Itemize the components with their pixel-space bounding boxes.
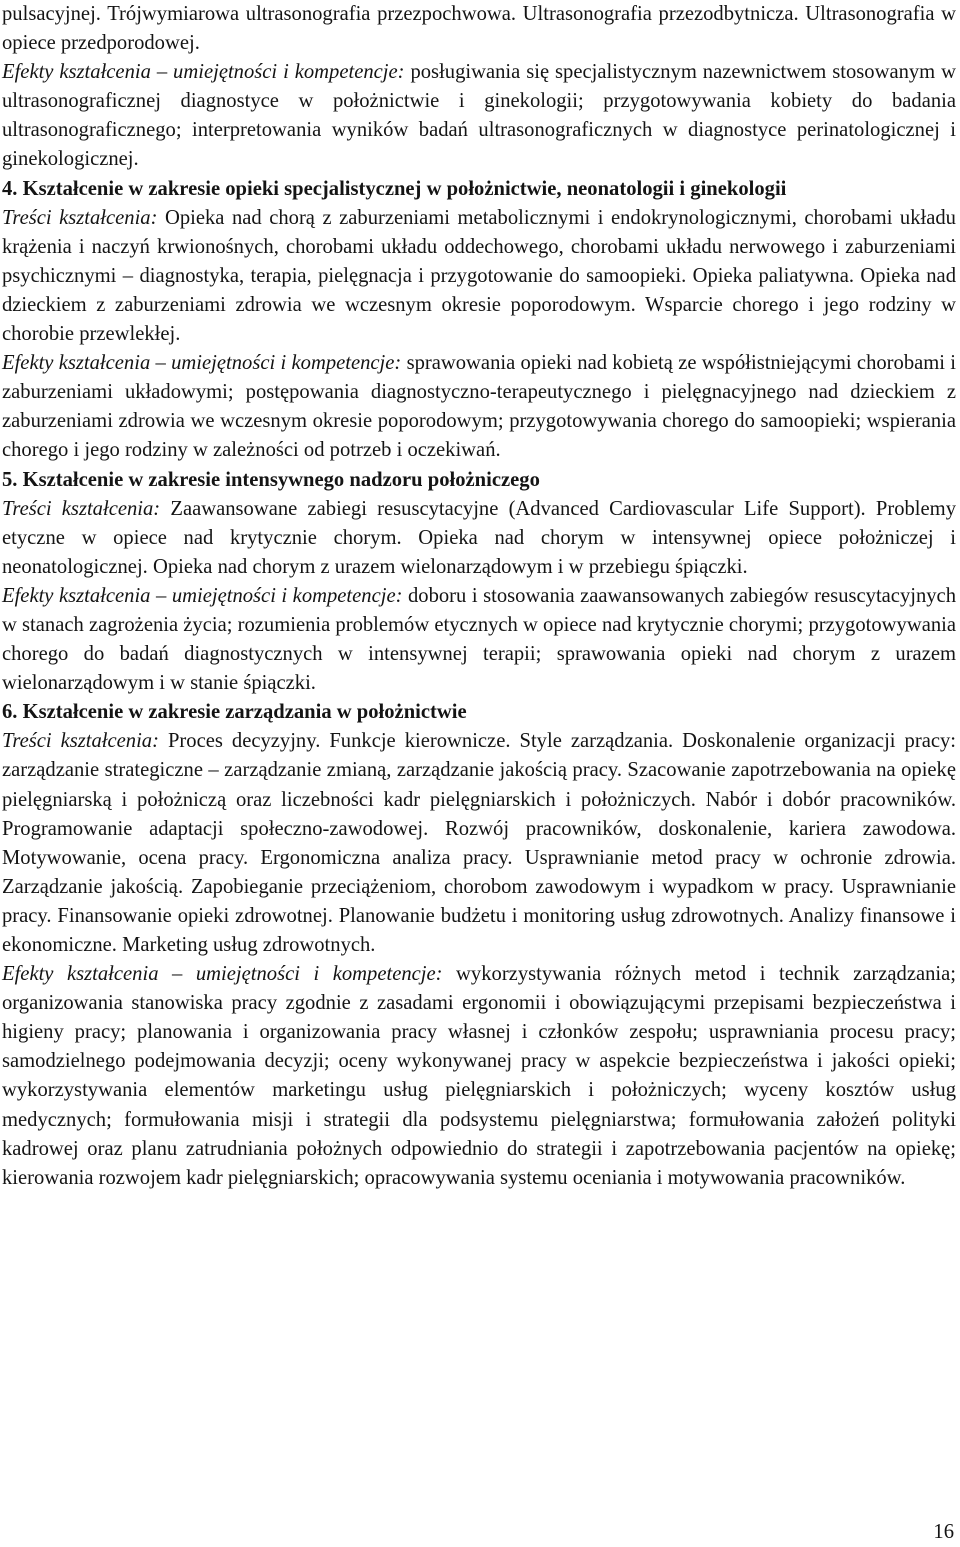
effects-text: sprawowania opieki nad kobietą ze współistniejącymi chorobami i zaburzeniami układowymi; postępowania diagnostyczno-terapeutycznego i pielęgnacyjnego nad dzieckiem z zaburzeniami zdrowia we wczesnym okresie poporodowym; przygotowywania chorego do samoopieki; wspierania chorego i jego rodziny w zależności od potrzeb i oczekiwań. [2, 352, 957, 462]
effects-text: posługiwania się specjalistycznym nazewnictwem stosowanym w ultrasonograficznej diagnostyce w położnictwie i ginekologii; przygotowywania kobiety do badania ultrasonograficznego; interpretowania wyników badań ultrasonograficznych w diagnostyce perinatologicznej i ginekologicznej. [2, 61, 957, 171]
section-5-content [2, 495, 956, 582]
content-text: Proces decyzyjny. Funkcje kierownicze. Style zarządzania. Doskonalenie organizacji pracy: zarządzanie strategiczne – zarządzanie zmianą, zarządzanie jakością pracy. Szacowanie zapotrzebowania na opiekę pielęgniarską i położniczą oraz liczebności kadr pielęgniarskich i położniczych. Nabór i dobór pracowników. Programowanie adaptacji społeczno-zawodowej. Rozwój pracowników, doskonalenie, kariera zawodowa. Motywowanie, ocena pracy. Ergonomiczna analiza pracy. Usprawnianie metod pracy w ochronie zdrowia. Zarządzanie jakością. Zapobieganie przeciążeniom, chorobom zawodowym i wypadkom w pracy. Usprawnianie pracy. Finansowanie opieki zdrowotnej. Planowanie budżetu i monitoring usług zdrowotnych. Analizy finansowe i ekonomiczne. Marketing usług zdrowotnych. [2, 730, 956, 956]
section-5-heading: 5. Kształcenie w zakresie intensywnego nadzoru położniczego [2, 468, 540, 491]
content-text: Zaawansowane zabiegi resuscytacyjne (Advanced Cardiovascular Life Support). Problemy etyczne w opiece nad krytycznie chorym. Opieka nad chorym w intensywnej opiece położniczej i neonatologicznej. Opieka nad chorym z urazem wielonarządowym i w przebiegu śpiączki. [2, 497, 956, 578]
section-4-heading: 4. Kształcenie w zakresie opieki specjalistycznej w położnictwie, neonatologii i ginekologii [2, 177, 787, 200]
content-label: Treści kształcenia: [2, 730, 159, 753]
content-label: Treści kształcenia: [2, 497, 161, 520]
effects-label: Efekty kształcenia – umiejętności i kompetencje: [2, 61, 405, 84]
effects-label: Efekty kształcenia – umiejętności i kompetencje: [2, 584, 403, 607]
paragraph-continuation [2, 0, 956, 58]
content-label: Treści kształcenia: [2, 206, 158, 229]
content-text: Opieka nad chorą z zaburzeniami metabolicznymi i endokrynologicznymi, chorobami układu krążenia i naczyń krwionośnych, chorobami układu oddechowego, chorobami układu nerwowego i zaburzeniami psychicznymi – diagnostyka, terapia, pielęgnacja i przygotowanie do samoopieki. Opieka paliatywna. Opieka nad dzieckiem z zaburzeniami zdrowia we wczesnym okresie poporodowym. Wsparcie chorego i jego rodziny w chorobie przewlekłej. [2, 206, 956, 346]
effects-text: wykorzystywania różnych metod i technik zarządzania; organizowania stanowiska pracy zgodnie z zasadami ergonomii i obowiązującymi przepisami bezpieczeństwa i higieny pracy; planowania i organizowania pracy własnej i członków zespołu; usprawniania procesu pracy; samodzielnego podejmowania decyzji; oceny wykonywanej pracy w aspekcie bezpieczeństwa i jakości opieki; wykorzystywania elementów marketingu usług pielęgniarskich i położniczych; wyceny kosztów usług medycznych; formułowania misji i strategii dla podsystemu pielęgniarstwa; formułowania założeń polityki kadrowej oraz planu zatrudniania położnych odpowiednio do strategii i zapotrzebowania pacjentów na opiekę; kierowania rozwojem kadr pielęgniarskich; opracowywania systemu oceniania i motywowania pracowników. [2, 963, 957, 1189]
effects-label: Efekty kształcenia – umiejętności i kompetencje: [2, 963, 443, 986]
section-6-heading: 6. Kształcenie w zakresie zarządzania w położnictwie [2, 701, 467, 724]
section-5-effects [2, 582, 956, 698]
continuation-text: pulsacyjnej. Trójwymiarowa ultrasonografia przezpochwowa. Ultrasonografia przezodbytnicza. Ultrasonografia w opiece przedporodowej. [2, 3, 956, 55]
section-4-effects [2, 349, 956, 465]
paragraph-effects-prev [2, 58, 956, 174]
page-number: 16 [933, 1521, 954, 1543]
section-4-content [2, 204, 956, 349]
section-6-content [2, 727, 956, 960]
document-page [2, 0, 956, 1193]
section-6-effects [2, 960, 956, 1193]
effects-label: Efekty kształcenia – umiejętności i kompetencje: [2, 352, 402, 375]
effects-text: doboru i stosowania zaawansowanych zabiegów resuscytacyjnych w stanach zagrożenia życia; rozumienia problemów etycznych w opiece nad krytycznie chorymi; przygotowywania chorego do badań diagnostycznych w intensywnej terapii; sprawowania opieki nad chorym z urazem wielonarządowym i w stanie śpiączki. [2, 584, 956, 695]
